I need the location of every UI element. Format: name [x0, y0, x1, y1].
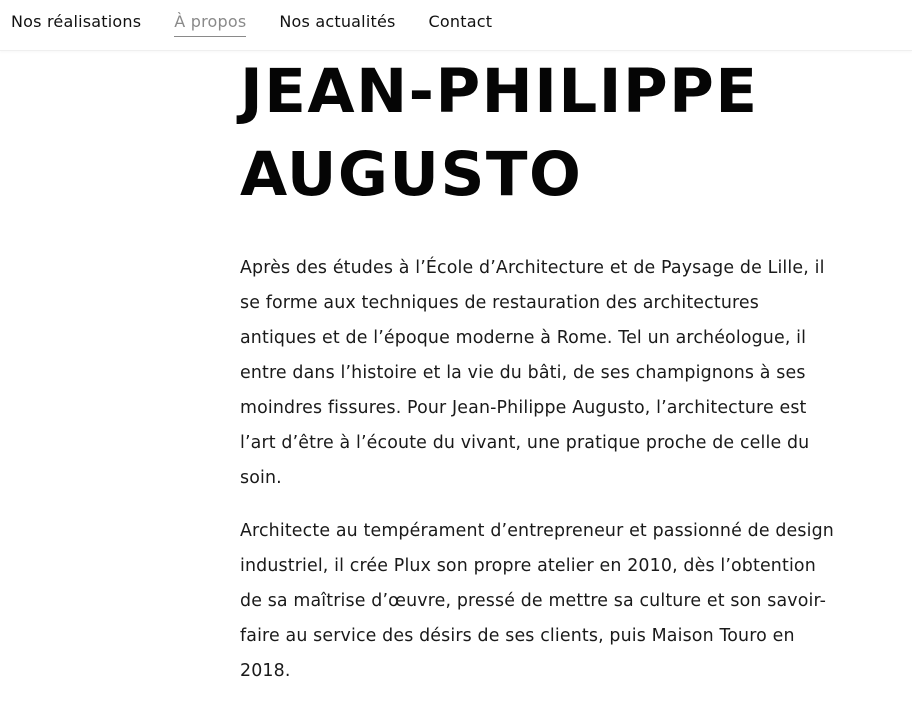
top-navigation-bar	[0, 0, 912, 51]
nav-item-actualites[interactable]: Nos actualités	[279, 12, 396, 31]
page-title	[240, 50, 860, 216]
title-line-1: JEAN-PHILIPPE	[240, 56, 759, 127]
bio-paragraph-1: Après des études à l’École d’Architecture et de Paysage de Lille, il se forme aux techniques de restauration des architectures antiques et de l’époque moderne à Rome. Tel un archéologue, il entre dans l’histoire et la vie du bâti, de ses champignons à ses moindres fissures. Pour Jean-Philippe Augusto, l’architecture est l’art d’être à l’écoute du vivant, une pratique proche de celle du soin.	[240, 258, 825, 488]
nav-item-contact[interactable]: Contact	[428, 12, 493, 31]
title-line-2: AUGUSTO	[240, 139, 583, 210]
nav-item-a-propos[interactable]: À propos	[174, 12, 246, 37]
nav-item-realisations[interactable]: Nos réalisations	[11, 12, 142, 31]
bio-paragraph-2: Architecte au tempérament d’entrepreneur et passionné de design industriel, il crée Plux son propre atelier en 2010, dès l’obtention de sa maîtrise d’œuvre, pressé de mettre sa culture et son savoir-faire au service des désirs de ses clients, puis Maison Touro en 2018.	[240, 521, 834, 681]
main-nav	[11, 12, 525, 37]
